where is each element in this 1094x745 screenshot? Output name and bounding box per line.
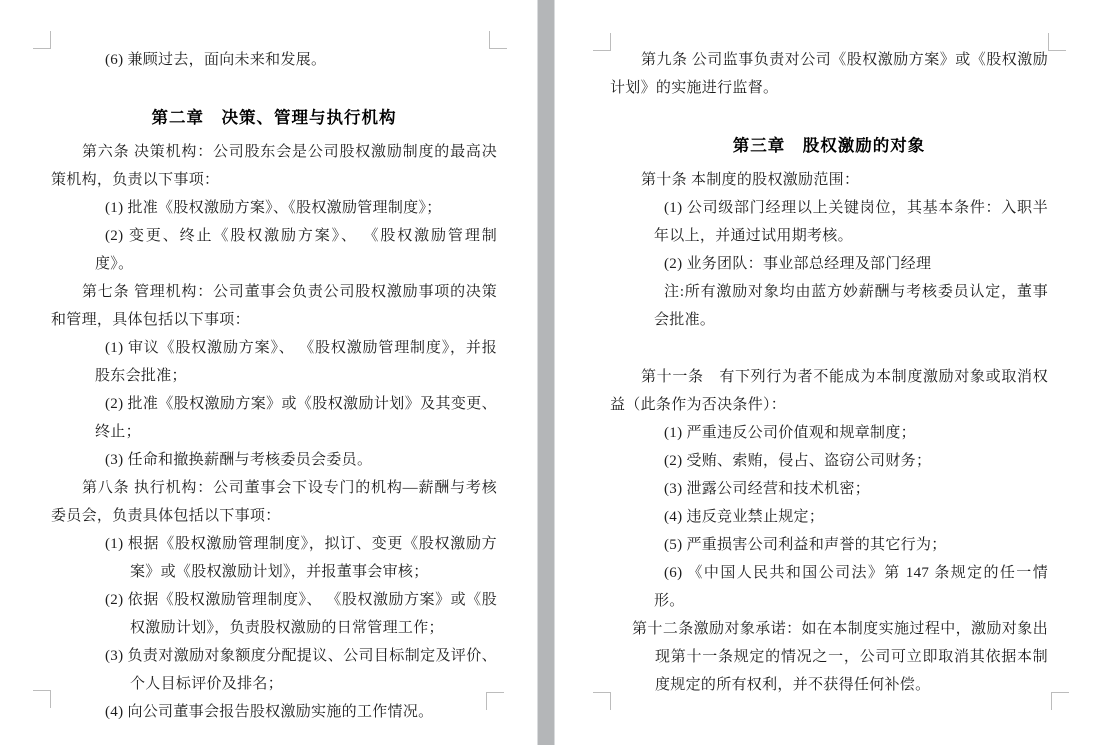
text-boundary-mark [33,31,51,49]
document-paragraph: 第九条 公司监事负责对公司《股权激励方案》或《股权激励计划》的实施进行监督。 [610,52,1048,96]
document-paragraph: 第八条 执行机构：公司董事会下设专门的机构—薪酬与考核委员会，负责具体包括以下事项： [51,480,497,524]
document-paragraph: 第六条 决策机构：公司股东会是公司股权激励制度的最高决策机构，负责以下事项： [51,144,497,188]
document-paragraph: (2) 变更、终止《股权激励方案》、 《股权激励管理制度》。 [95,228,497,272]
document-paragraph: 第十二条激励对象承诺：如在本制度实施过程中，激励对象出现第十一条规定的情况之一，公司可立即取消其依据本制度规定的所有权利，并不获得任何补偿。 [632,621,1048,693]
document-paragraph: 第十一条 有下列行为者不能成为本制度激励对象或取消权益（此条作为否决条件）： [610,369,1048,413]
document-paragraph: (6) 《中国人民共和国公司法》第 147 条规定的任一情形。 [654,565,1048,609]
document-page-right [555,0,1094,745]
document-paragraph: (2) 批准《股权激励方案》或《股权激励计划》及其变更、终止； [95,396,497,440]
chapter-heading: 第二章 决策、管理与执行机构 [151,109,397,127]
text-boundary-mark [1051,692,1069,710]
document-paragraph: (5) 严重损害公司利益和声誉的其它行为； [664,537,947,553]
document-paragraph: (6) 兼顾过去，面向未来和发展。 [105,52,327,68]
document-paragraph: (1) 批准《股权激励方案》、《股权激励管理制度》； [105,200,442,216]
document-paragraph: (2) 业务团队：事业部总经理及部门经理 [664,256,932,272]
document-paragraph: (2) 受贿、索贿，侵占、盗窃公司财务； [664,453,932,469]
document-page-left [0,0,537,745]
page-gap-divider [537,0,555,745]
document-paragraph: (1) 严重违反公司价值观和规章制度； [664,425,916,441]
document-paragraph: 第十条 本制度的股权激励范围： [641,172,860,188]
document-paragraph: (4) 违反竞业禁止规定； [664,509,825,525]
document-paragraph: (3) 任命和撤换薪酬与考核委员会委员。 [105,452,373,468]
chapter-heading: 第三章 股权激励的对象 [732,137,926,155]
document-paragraph: (1) 审议《股权激励方案》、 《股权激励管理制度》，并报股东会批准； [95,340,497,384]
document-paragraph: (2) 依据《股权激励管理制度》、 《股权激励方案》或《股权激励计划》，负责股权激励的日常管理工作； [105,592,497,636]
text-boundary-mark [1048,33,1066,51]
document-paragraph: (4) 向公司董事会报告股权激励实施的工作情况。 [105,704,434,720]
text-boundary-mark [593,692,611,710]
document-paragraph: 注:所有激励对象均由蓝方妙薪酬与考核委员认定，董事会批准。 [654,284,1048,328]
text-boundary-mark [33,690,51,708]
document-paragraph: (1) 公司级部门经理以上关键岗位，其基本条件：入职半年以上，并通过试用期考核。 [654,200,1048,244]
document-paragraph: 第七条 管理机构：公司董事会负责公司股权激励事项的决策和管理，具体包括以下事项： [51,284,497,328]
page-left-text-area[interactable] [51,46,497,726]
document-paragraph: (3) 泄露公司经营和技术机密； [664,481,871,497]
page-right-text-area[interactable] [610,46,1048,699]
document-paragraph: (3) 负责对激励对象额度分配提议、公司目标制定及评价、个人目标评价及排名； [105,648,497,692]
document-paragraph: (1) 根据《股权激励管理制度》，拟订、变更《股权激励方案》或《股权激励计划》，并报董事会审核； [105,536,497,580]
text-boundary-mark [593,33,611,51]
